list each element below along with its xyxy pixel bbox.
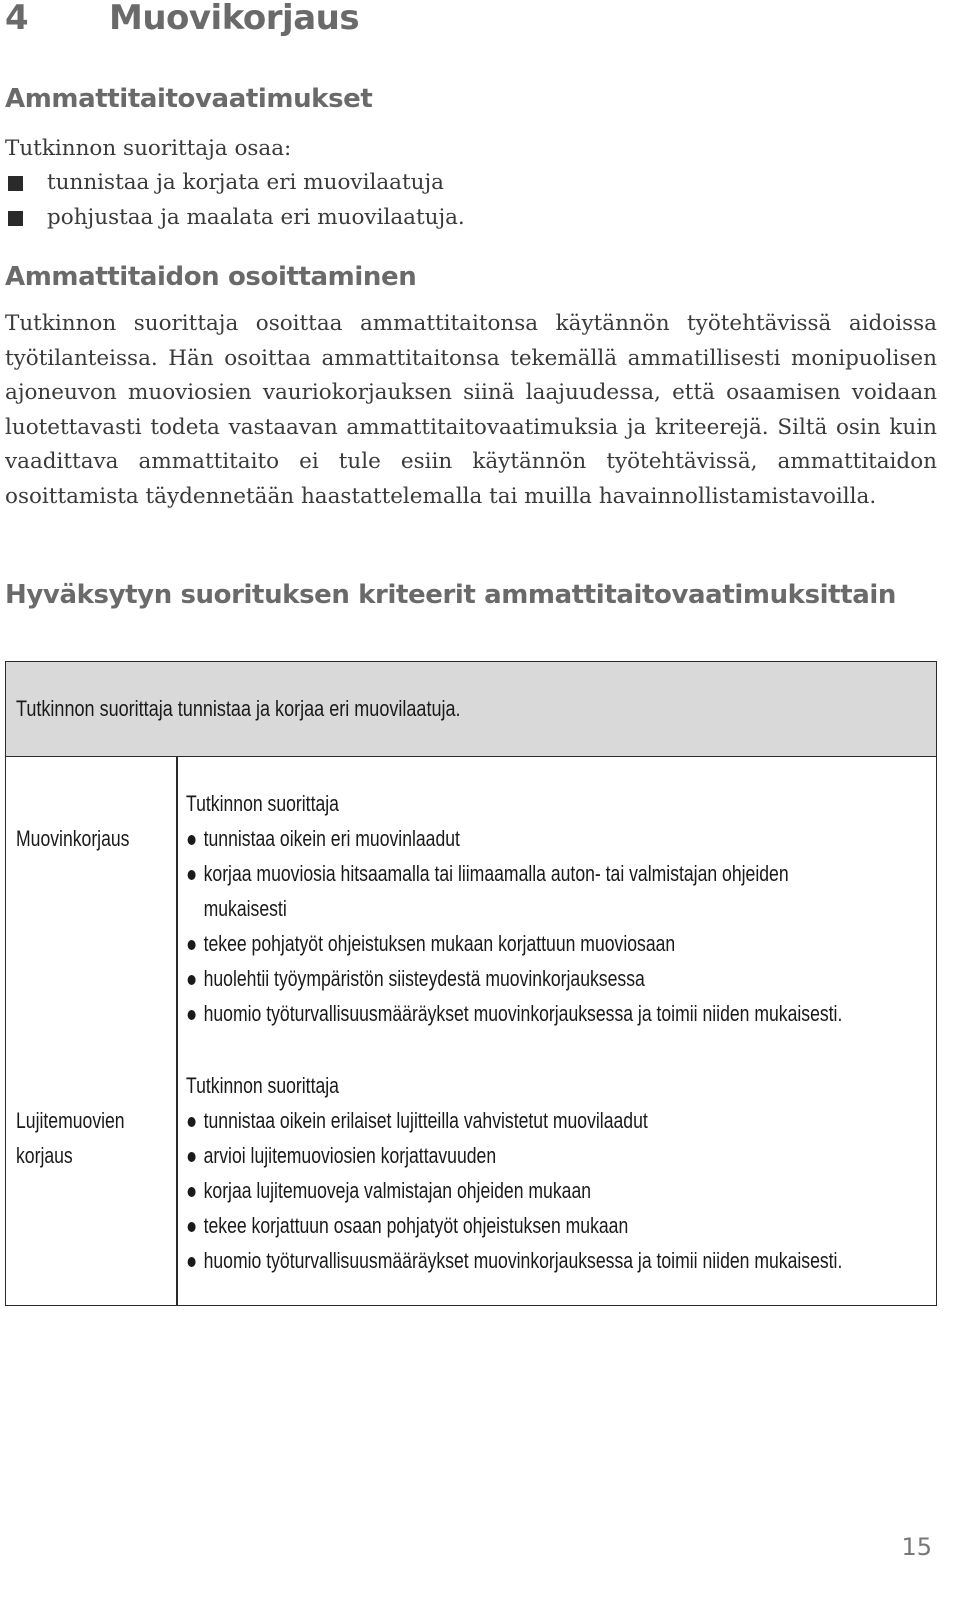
list-item: tunnistaa ja korjata eri muovilaatuja bbox=[5, 166, 465, 201]
row-subhead: Tutkinnon suorittaja bbox=[186, 1073, 339, 1098]
column-divider bbox=[176, 756, 178, 1305]
bullet-icon bbox=[188, 835, 196, 845]
square-bullet-icon bbox=[8, 176, 23, 191]
table-header bbox=[6, 662, 936, 757]
requirements-heading: Ammattitaitovaatimukset bbox=[5, 84, 373, 114]
page-number: 15 bbox=[901, 1533, 932, 1561]
chapter-heading bbox=[5, 0, 359, 38]
chapter-number: 4 bbox=[5, 0, 29, 38]
demonstration-heading: Ammattitaidon osoittaminen bbox=[5, 262, 417, 292]
row-label-muovinkorjaus: Muovinkorjaus bbox=[16, 826, 130, 851]
square-bullet-icon bbox=[8, 211, 23, 226]
row-label-lujitemuovien: Lujitemuovien bbox=[16, 1108, 125, 1133]
bullet-icon bbox=[188, 1187, 196, 1197]
bullet-icon bbox=[188, 940, 196, 950]
bullet-icon bbox=[188, 975, 196, 985]
chapter-title: Muovikorjaus bbox=[109, 0, 360, 38]
bullet-icon bbox=[188, 1010, 196, 1020]
bullet-icon bbox=[188, 1152, 196, 1162]
criteria-heading: Hyväksytyn suorituksen kriteerit ammattitaitovaatimuksittain bbox=[5, 580, 896, 610]
bullet-icon bbox=[188, 1117, 196, 1127]
requirements-list bbox=[5, 166, 465, 235]
list-item: pohjustaa ja maalata eri muovilaatuja. bbox=[5, 201, 465, 236]
bullet-icon bbox=[188, 1222, 196, 1232]
row-label-korjaus: korjaus bbox=[16, 1143, 73, 1168]
bullet-icon bbox=[188, 870, 196, 880]
row-subhead: Tutkinnon suorittaja bbox=[186, 791, 339, 816]
criteria-table: Tutkinnon suorittaja tunnistaa ja korjaa eri muovilaatuja. Muovinkorjaus Tutkinnon suorittaja tunnistaa oikein eri muovinlaadut korjaa muoviosia hitsaamalla tai liimaamalla auton- tai valmistajan ohjeiden mukaisesti tekee pohjatyöt ohjeistuksen mukaan korjattuun muoviosaan huolehtii työympäristön siisteydestä muovinkorjauksessa huomio työturvallisuusmääräykset muovinkorjauksessa ja toimii niiden mukaisesti. Lujitemuovien korjaus Tutkinnon suorittaja tunnistaa oikein erilaiset lujitteilla vahvistetut muovilaadut arvioi lujitemuoviosien korjattavuuden korjaa lujitemuoveja valmistajan ohjeiden mukaan tekee korjattuun osaan pohjatyöt ohjeistuksen mukaan huomio työturvallisuusmääräykset muovinkorjauksessa ja toimii niiden mukaisesti. bbox=[5, 661, 937, 1306]
table-header-text: Tutkinnon suorittaja tunnistaa ja korjaa eri muovilaatuja. bbox=[16, 696, 461, 721]
demonstration-paragraph: Tutkinnon suorittaja osoittaa ammattitaitonsa käytännön työtehtävissä aidoissa työtilanteissa. Hän osoittaa ammattitaitonsa tekemällä ammatillisesti monipuolisen ajoneuvon muoviosien vauriokorjauksen siinä laajuudessa, että osaamisen voidaan luotettavasti todeta vastaavan ammattitaitovaatimuksia ja kriteerejä. Siltä osin kuin vaadittava ammattitaito ei tule esiin käytännön työtehtävissä, ammattitaidon osoittamista täydennetään haastattelemalla tai muilla havainnollistamistavoilla. bbox=[5, 311, 937, 509]
requirements-intro: Tutkinnon suorittaja osaa: bbox=[5, 136, 292, 161]
bullet-icon bbox=[188, 1257, 196, 1267]
